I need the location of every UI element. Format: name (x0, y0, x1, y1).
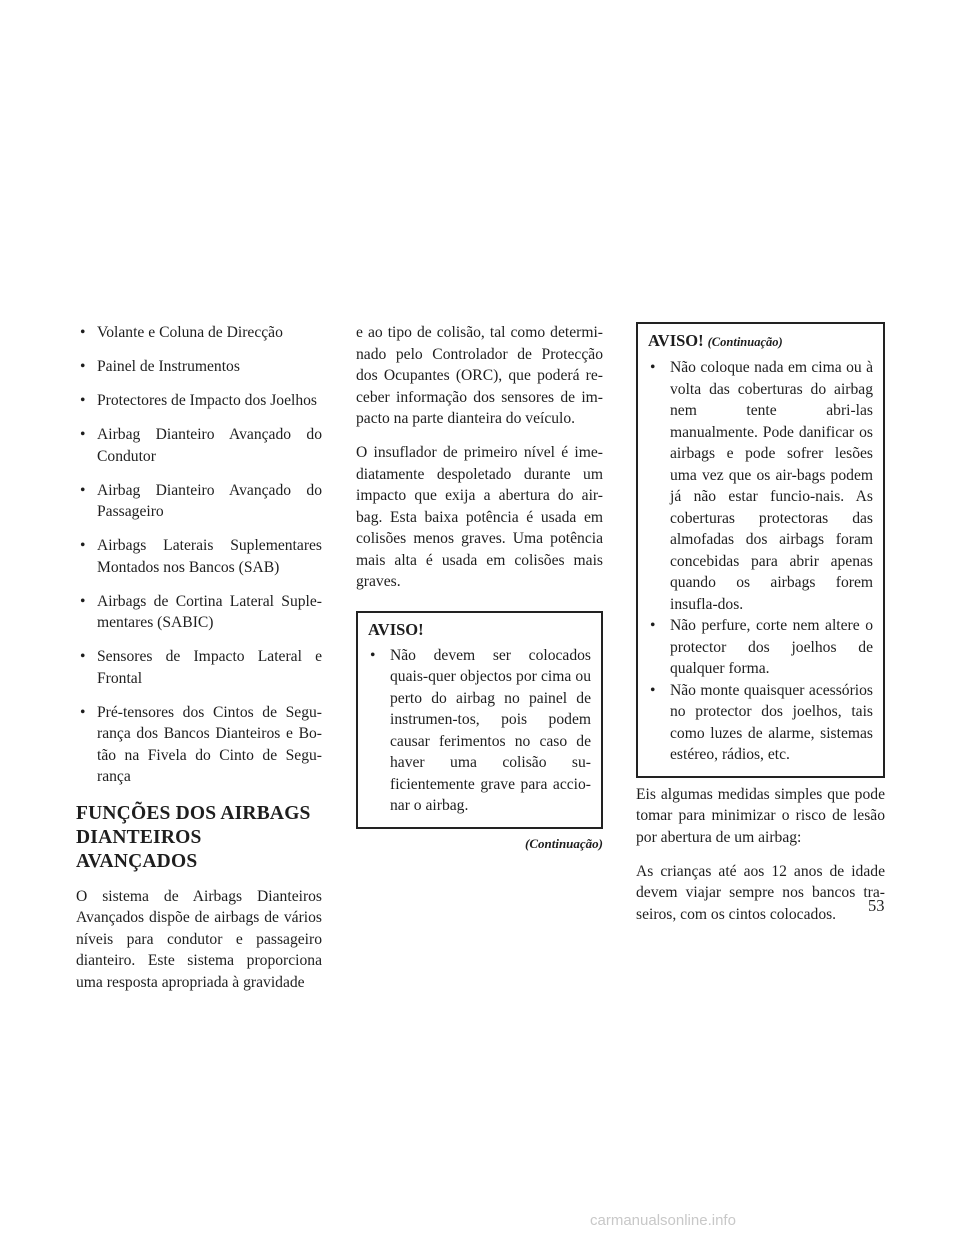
left-column (76, 322, 322, 1006)
warning-item: • Não perfure, corte nem altere o protector dos joelhos de qualquer forma. (648, 615, 873, 680)
warning-continued-label: (Continuação) (707, 335, 783, 349)
list-item: • Pré-tensores dos Cintos de Segu-rança dos Bancos Dianteiros e Bo-tão na Fivela do Cinto de Segu-rança (76, 702, 322, 788)
right-column (636, 322, 885, 938)
warning-title (648, 330, 873, 353)
warning-item: • Não devem ser colocados quais-quer objectos por cima ou perto do airbag no painel de instrumen-tos, pois podem causar ferimentos no caso de haver uma colisão su-ficientemente grave para accio-nar o airbag. (368, 645, 591, 817)
list-item: • Painel de Instrumentos (76, 356, 322, 378)
list-item: • Airbags de Cortina Lateral Suple-mentares (SABIC) (76, 591, 322, 634)
list-item: • Sensores de Impacto Lateral e Frontal (76, 646, 322, 689)
list-item: • Airbags Laterais Suplementares Montados nos Bancos (SAB) (76, 535, 322, 578)
body-paragraph: As crianças até aos 12 anos de idade devem viajar sempre nos bancos tra-seiros, com os cintos colocados. (636, 862, 885, 923)
middle-column (356, 322, 603, 854)
section-heading-line2: DIANTEIROS AVANÇADOS (76, 826, 202, 872)
warning-list (648, 357, 873, 766)
continued-note: (Continuação) (524, 835, 603, 851)
list-item: • Airbag Dianteiro Avançado do Passageiro (76, 480, 322, 523)
body-paragraph: O insuflador de primeiro nível é ime-diatamente despoletado durante um impacto que exija a abertura do air-bag. Esta baixa potência é usada em colisões menos graves. Uma potência mais alta é usada em colisões mais graves. (356, 444, 603, 590)
section-heading-line1: FUNÇÕES DOS AIRBAGS (76, 802, 311, 824)
watermark: carmanualsonline.info (590, 1212, 736, 1229)
list-item: • Airbag Dianteiro Avançado do Condutor (76, 424, 322, 467)
body-paragraph: Eis algumas medidas simples que pode tomar para minimizar o risco de lesão por abertura de um airbag: (636, 785, 885, 846)
warning-title-text: AVISO! (648, 331, 704, 350)
warning-box-continued (636, 322, 885, 778)
body-paragraph: O sistema de Airbags Dianteiros Avançados dispõe de airbags de vários níveis para condutor e passageiro dianteiro. Este sistema proporciona uma resposta apropriada à gravidade (76, 887, 322, 991)
warning-item: • Não monte quaisquer acessórios no protector dos joelhos, tais como luzes de alarme, sistemas estéreo, rádios, etc. (648, 680, 873, 766)
page-number: 53 (868, 896, 885, 915)
airbag-components-list (76, 322, 322, 788)
warning-title: AVISO! (368, 619, 424, 639)
list-item: • Protectores de Impacto dos Joelhos (76, 390, 322, 412)
body-paragraph: e ao tipo de colisão, tal como determi-nado pelo Controlador de Protecção dos Ocupantes (ORC), que poderá re-ceber informação dos sensores de im-pacto na parte dianteira do veículo. (356, 324, 603, 427)
warning-box (356, 611, 603, 829)
warning-list (368, 645, 591, 817)
warning-item: • Não coloque nada em cima ou à volta das coberturas do airbag nem tente abri-las manualmente. Pode danificar os airbags e pode sofrer lesões uma vez que os air-bags podem já não estar funcio-nais. As coberturas protectoras das almofadas dos airbags foram concebidas para abrir apenas quando os airbags forem insufla-dos. (648, 357, 873, 615)
section-heading (76, 802, 322, 874)
list-item: • Volante e Coluna de Direcção (76, 322, 322, 344)
